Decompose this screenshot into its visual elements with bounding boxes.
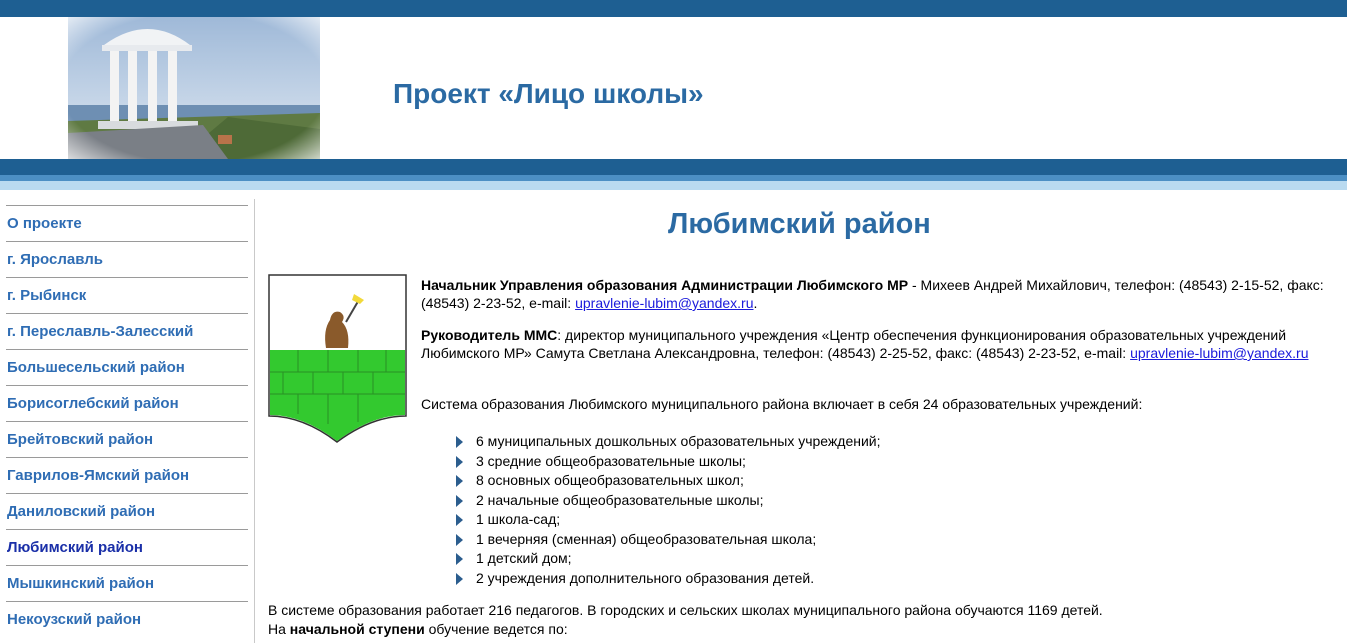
list-item bbox=[456, 530, 881, 550]
staff-info bbox=[268, 601, 1343, 639]
list-item-text: 8 основных общеобразовательных школ; bbox=[476, 472, 744, 488]
list-item-text: 1 вечерняя (сменная) общеобразовательная школа; bbox=[476, 530, 817, 547]
list-item-text: 6 муниципальных дошкольных образовательных учреждений; bbox=[476, 433, 881, 449]
mms-label: Руководитель ММС bbox=[421, 327, 558, 343]
sidebar-item-borisoglebsky[interactable]: Борисоглебский район bbox=[6, 385, 248, 421]
head-text: - Михеев Андрей Михайлович, телефон: (48543) 2-15-52, факс: (48543) 2-23-52, e-mail: bbox=[421, 277, 1324, 311]
list-item bbox=[456, 432, 881, 452]
head-label: Начальник Управления образования Администрации Любимского МР bbox=[421, 277, 909, 293]
list-item-text: 1 школа-сад; bbox=[476, 511, 561, 527]
sidebar-nav bbox=[6, 205, 248, 637]
list-item-text: 3 средние общеобразовательные школы; bbox=[476, 452, 746, 469]
primary-prefix: На bbox=[268, 621, 290, 637]
list-item bbox=[456, 569, 881, 589]
list-item bbox=[456, 491, 881, 511]
bullet-arrow-icon bbox=[456, 475, 463, 487]
institution-list bbox=[456, 432, 881, 588]
mms-text: : директор муниципального учреждения «Центр обеспечения функционирования образовательных учреждений Любимского МР» Самута Светлана Александровна, телефон: (48543) 2-25-52, факс: (48543) 2-23-52, e-mail: bbox=[421, 327, 1287, 361]
list-item bbox=[456, 452, 881, 472]
head-end: . bbox=[753, 295, 758, 311]
sidebar-item-breitovo[interactable]: Брейтовский район bbox=[6, 421, 248, 457]
bullet-arrow-icon bbox=[456, 436, 463, 448]
site-title: Проект «Лицо школы» bbox=[393, 78, 704, 109]
page-title: Любимский район bbox=[668, 208, 931, 240]
sidebar-item-lyubim[interactable]: Любимский район bbox=[6, 529, 248, 565]
sidebar-item-myshkin[interactable]: Мышкинский район bbox=[6, 565, 248, 601]
primary-suffix: обучение ведется по: bbox=[424, 621, 568, 637]
bullet-arrow-icon bbox=[456, 456, 463, 468]
bullet-arrow-icon bbox=[456, 534, 463, 546]
list-item-text: 1 детский дом; bbox=[476, 550, 572, 566]
primary-level-text bbox=[268, 620, 1343, 639]
sidebar-item-gavrilov-yam[interactable]: Гаврилов-Ямский район bbox=[6, 457, 248, 493]
coat-of-arms-bear bbox=[268, 274, 407, 443]
bullet-arrow-icon bbox=[456, 514, 463, 526]
sidebar-item-yaroslavl[interactable]: г. Ярославль bbox=[6, 241, 248, 277]
sidebar-item-pereslavl[interactable]: г. Переславль-Залесский bbox=[6, 313, 248, 349]
sidebar-item-rybinsk[interactable]: г. Рыбинск bbox=[6, 277, 248, 313]
mms-info bbox=[421, 326, 1341, 362]
head-email-link[interactable]: upravlenie-lubim@yandex.ru bbox=[575, 295, 754, 311]
rotunda-photo bbox=[68, 17, 320, 159]
sidebar-item-about[interactable]: О проекте bbox=[6, 205, 248, 241]
head-info bbox=[421, 276, 1341, 312]
sidebar-item-bolshoe-selo[interactable]: Большесельский район bbox=[6, 349, 248, 385]
mms-email-link[interactable]: upravlenie-lubim@yandex.ru bbox=[1130, 345, 1309, 361]
top-bar bbox=[0, 0, 1347, 17]
system-text: Система образования Любимского муниципального района включает в себя 24 образовательных учреждений: bbox=[421, 396, 1143, 412]
list-item-text: 2 начальные общеобразовательные школы; bbox=[476, 491, 764, 508]
sidebar-item-danilov[interactable]: Даниловский район bbox=[6, 493, 248, 529]
staff-text: В системе образования работает 216 педагогов. В городских и сельских школах муниципального района обучаются 1169 детей. bbox=[268, 602, 1103, 618]
sidebar-divider bbox=[254, 199, 255, 643]
list-item-text: 2 учреждения дополнительного образования детей. bbox=[476, 569, 815, 586]
header-band bbox=[0, 159, 1347, 175]
list-item bbox=[456, 510, 881, 530]
list-item bbox=[456, 471, 881, 491]
bullet-arrow-icon bbox=[456, 553, 463, 565]
site-header bbox=[0, 17, 1347, 159]
bullet-arrow-icon bbox=[456, 495, 463, 507]
sidebar-item-nekouz[interactable]: Некоузский район bbox=[6, 601, 248, 637]
bullet-arrow-icon bbox=[456, 573, 463, 585]
primary-bold: начальной ступени bbox=[289, 621, 425, 637]
header-band-light bbox=[0, 181, 1347, 190]
list-item bbox=[456, 549, 881, 569]
